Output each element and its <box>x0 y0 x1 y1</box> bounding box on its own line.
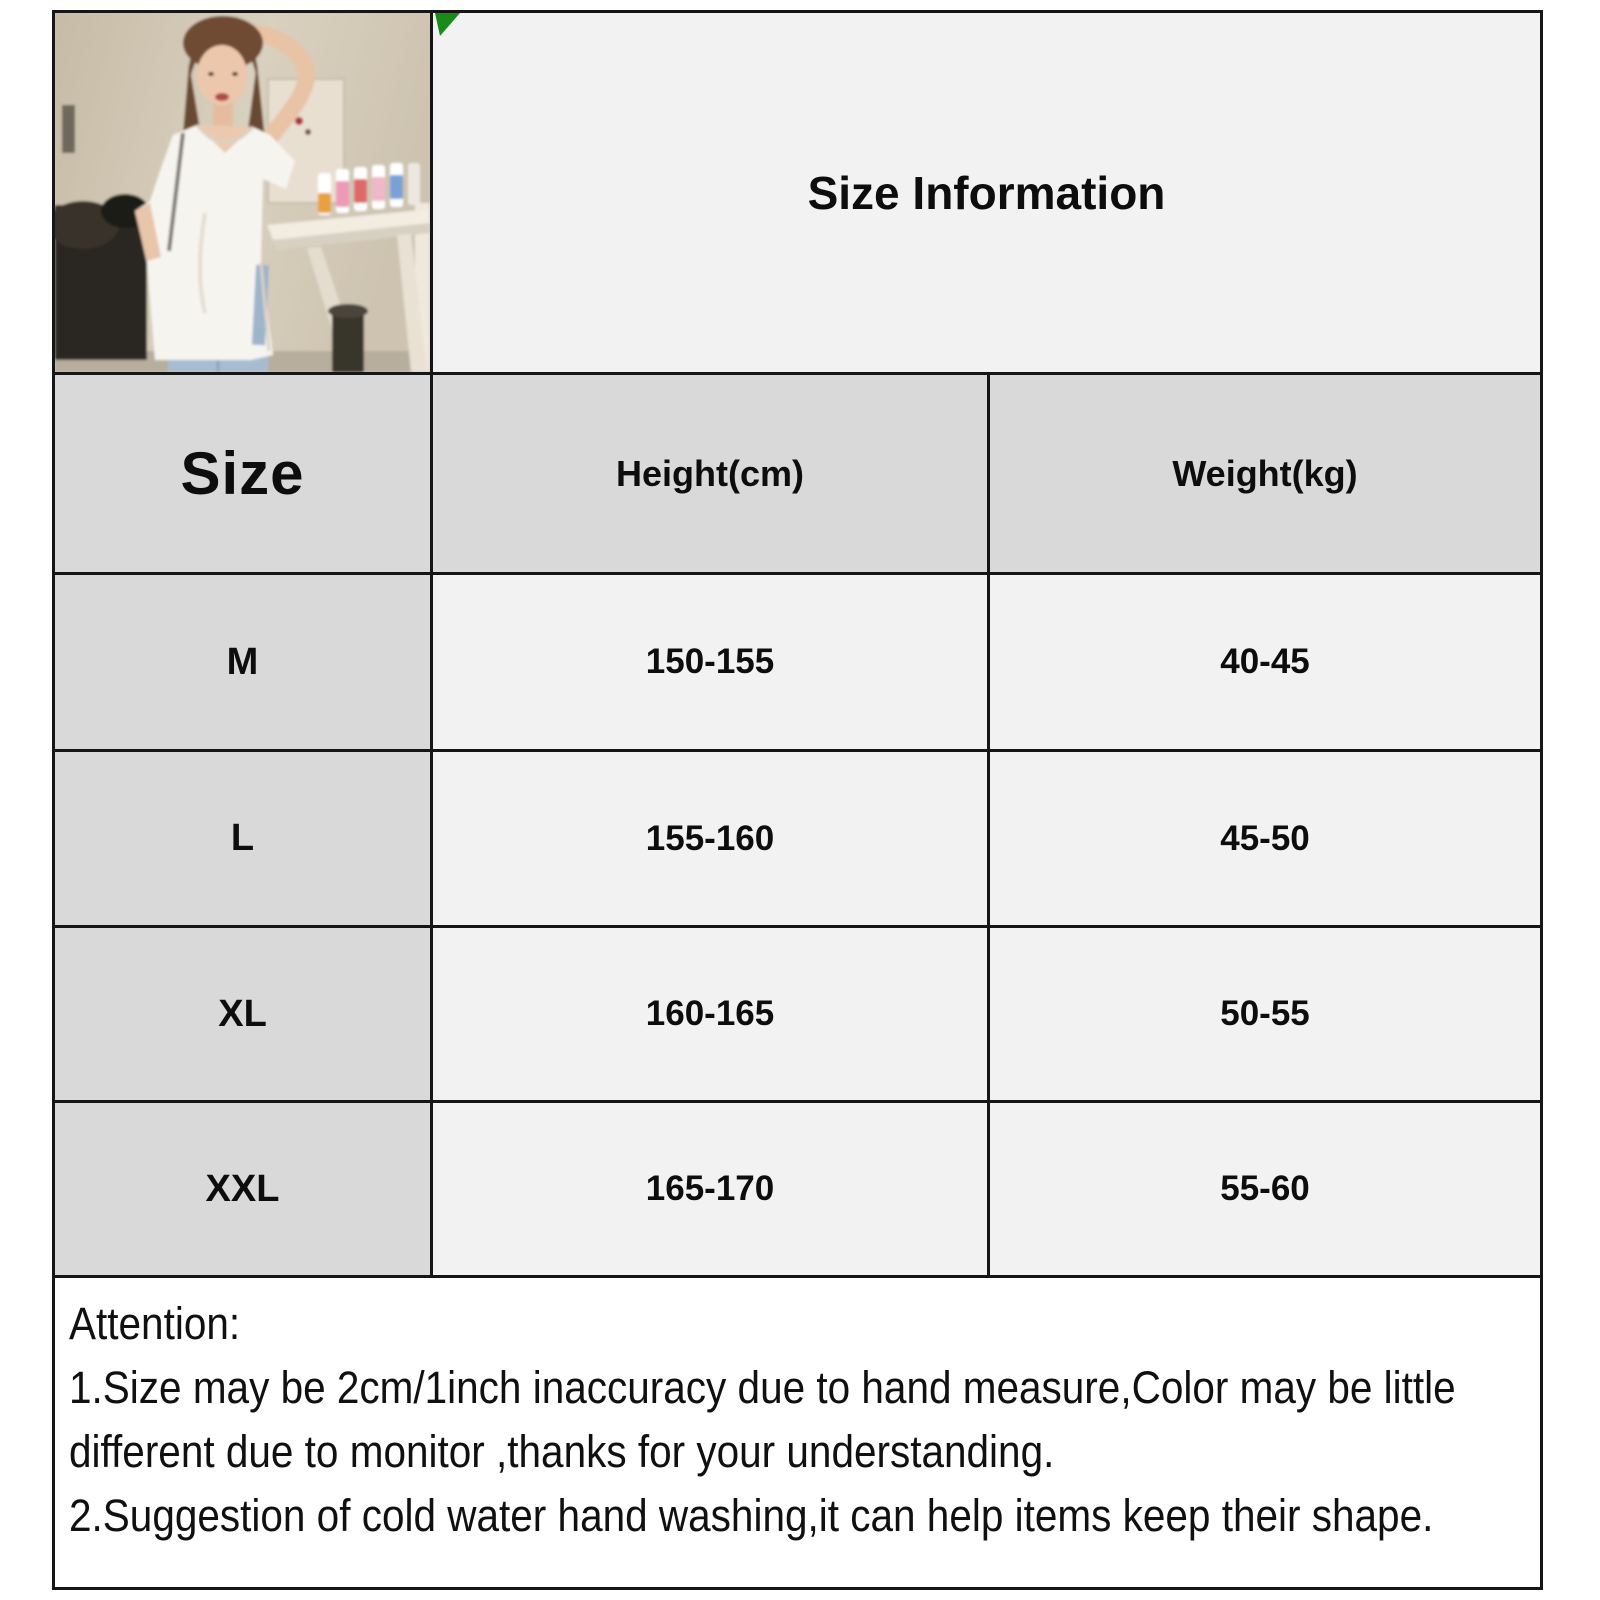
column-header-weight: Weight(kg) <box>990 375 1540 572</box>
attention-note-1-line-2: different due to monitor ,thanks for your understanding. <box>69 1426 1055 1477</box>
column-header-height: Height(cm) <box>433 375 987 572</box>
weight-value-xl: 50-55 <box>990 928 1540 1100</box>
size-chart-sheet <box>52 10 1543 1590</box>
green-corner-marker-icon <box>435 13 463 39</box>
weight-value-l: 45-50 <box>990 752 1540 925</box>
weight-value-m: 40-45 <box>990 575 1540 749</box>
weight-value-xxl: 55-60 <box>990 1103 1540 1275</box>
height-value-xxl: 165-170 <box>433 1103 987 1275</box>
column-header-size: Size <box>55 375 430 572</box>
height-value-l: 155-160 <box>433 752 987 925</box>
height-value-m: 150-155 <box>433 575 987 749</box>
row-label-xl: XL <box>55 928 430 1100</box>
attention-notes <box>55 1278 1540 1587</box>
attention-heading: Attention: <box>69 1298 241 1349</box>
row-label-m: M <box>55 575 430 749</box>
row-label-xxl: XXL <box>55 1103 430 1275</box>
product-photo-cell <box>55 13 430 372</box>
attention-note-1-line-1: 1.Size may be 2cm/1inch inaccuracy due to hand measure,Color may be little <box>69 1362 1456 1413</box>
page-title: Size Information <box>807 166 1166 219</box>
size-information-header-cell <box>433 13 1540 372</box>
row-label-l: L <box>55 752 430 925</box>
attention-note-2: 2.Suggestion of cold water hand washing,it can help items keep their shape. <box>69 1490 1434 1541</box>
height-value-xl: 160-165 <box>433 928 987 1100</box>
product-photo <box>55 13 430 372</box>
